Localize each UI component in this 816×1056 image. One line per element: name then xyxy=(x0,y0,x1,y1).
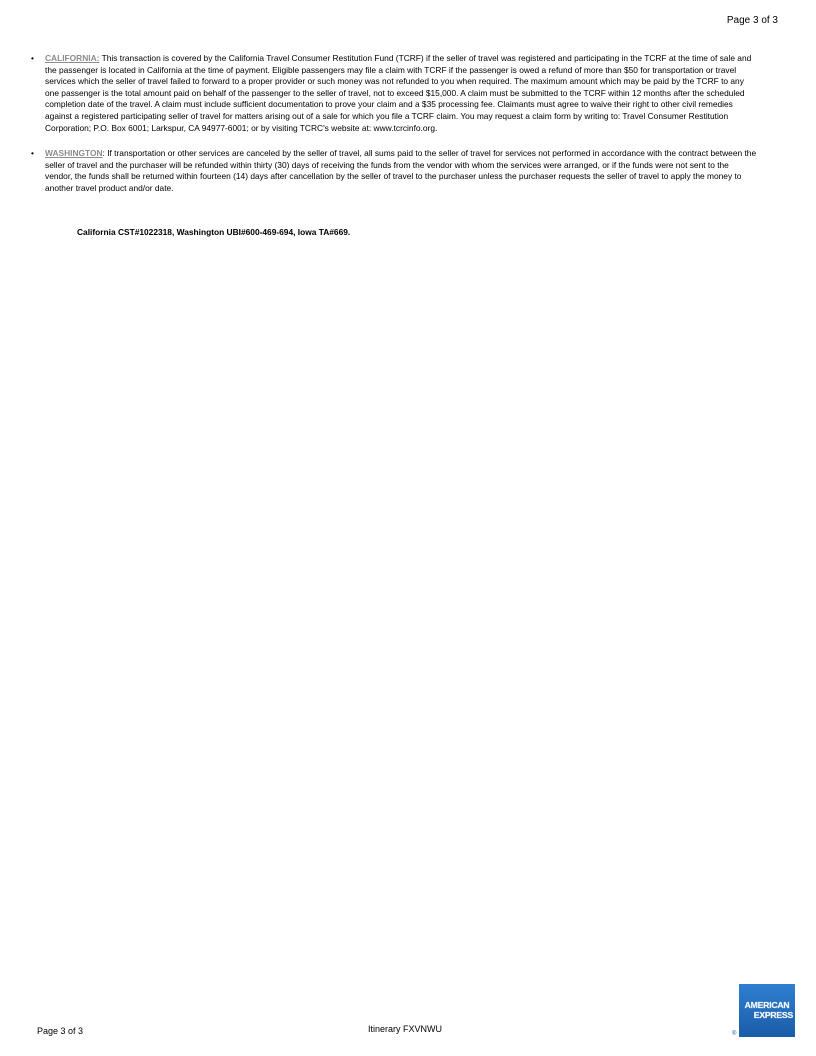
bullet-icon: • xyxy=(31,148,34,159)
logo-line-express: EXPRESS xyxy=(753,1010,793,1020)
notice-washington xyxy=(31,148,757,194)
logo-line-american: AMERICAN xyxy=(744,1000,790,1010)
notice-text-washington: : If transportation or other services are canceled by the seller of travel, all sums paid to the seller of travel for services not performed in accordance with the contract between the seller of travel and the purchaser will be refunded within thirty (30) days of receiving the funds from the vendor with whom the services were arranged, or if the funds were not sent to the vendor, the funds shall be returned within fourteen (14) days after cancellation by the seller of travel to the purchaser unless the purchaser requests the seller of travel to apply the money to another travel product and/or date. xyxy=(45,148,757,193)
notice-text-california: This transaction is covered by the California Travel Consumer Restitution Fund (TCRF) if the seller of travel was registered and participating in the TCRF at the time of sale and the passenger is located in California at the time of payment. Eligible passengers may file a claim with TCRF if the passenger is owed a refund of more than $50 for transportation or travel services which the seller of travel failed to forward to a proper provider or such money was not refunded to you when required. The maximum amount which may be paid by the TCRF to any one passenger is the total amount paid on behalf of the passenger to the seller of travel, not to exceed $15,000. A claim must be submitted to the TCRF within 12 months after the scheduled completion date of the travel. A claim must include sufficient documentation to prove your claim and a $35 processing fee. Claimants must agree to waive their right to other civil remedies against a registered participating seller of travel for matters arising out of a sale for which you file a TCRF claim. You may request a claim form by writing to: Travel Consumer Restitution Corporation; P.O. Box 6001; Larkspur, CA 94977-6001; or by visiting TCRC's website at: www.tcrcinfo.org. xyxy=(45,53,752,133)
consumer-notices-list xyxy=(31,53,757,209)
page-indicator-header: Page 3 of 3 xyxy=(726,15,778,26)
itinerary-code: Itinerary FXVNWU xyxy=(368,1024,443,1034)
registration-numbers: California CST#1022318, Washington UBI#600-469-694, Iowa TA#669. xyxy=(77,227,351,237)
american-express-logo xyxy=(739,984,795,1037)
bullet-icon: • xyxy=(31,53,34,63)
state-label-california: CALIFORNIA: xyxy=(45,53,100,63)
registered-mark: ® xyxy=(732,1031,737,1037)
page-indicator-footer: Page 3 of 3 xyxy=(37,1026,84,1036)
state-label-washington: WASHINGTON xyxy=(45,148,103,159)
notice-california xyxy=(31,53,757,134)
